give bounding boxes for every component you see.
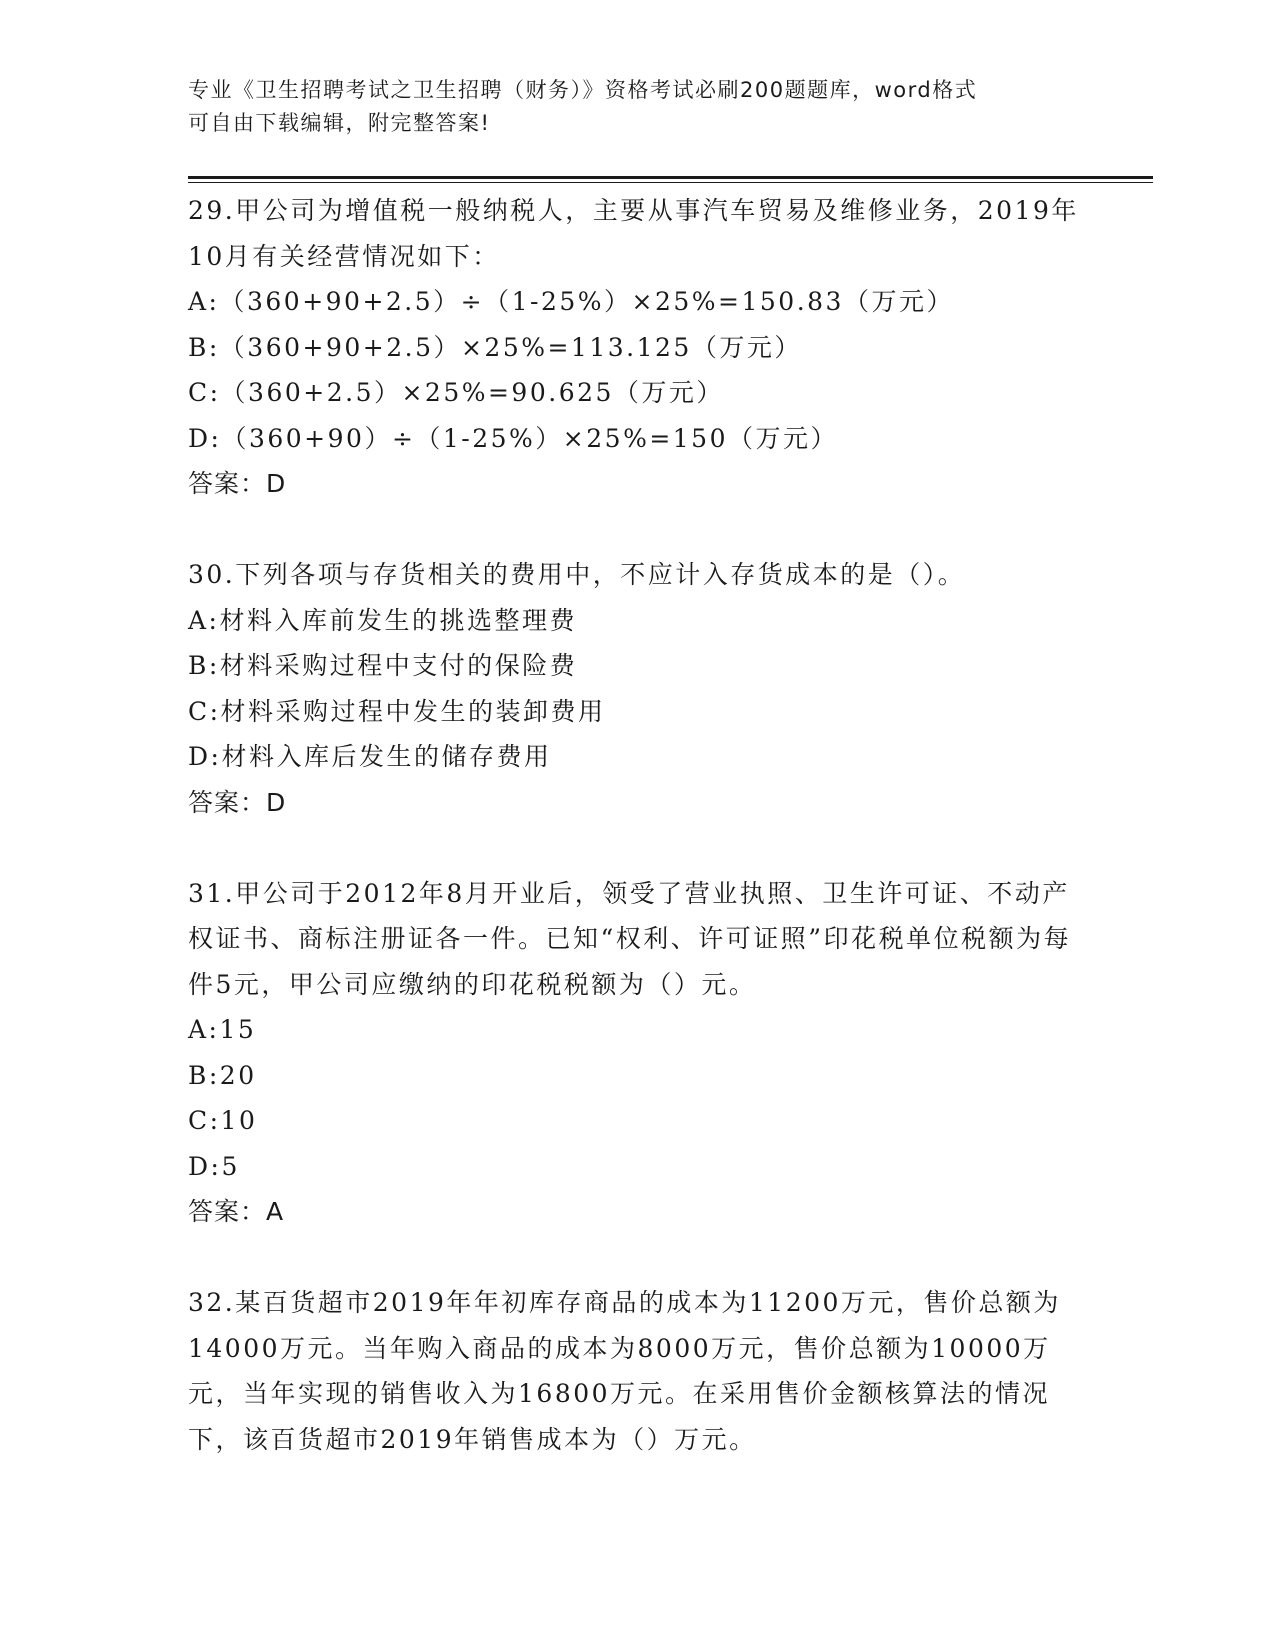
option-c: C:10 <box>188 1106 258 1135</box>
option-b: B:材料采购过程中支付的保险费 <box>188 651 578 680</box>
option-b: B:（360+90+2.5）×25%=113.125（万元） <box>188 332 802 362</box>
option-a: A:（360+90+2.5）÷（1-25%）×25%=150.83（万元） <box>188 287 954 316</box>
option-c: C:材料采购过程中发生的装卸费用 <box>188 696 606 726</box>
option-d: D:材料入库后发生的储存费用 <box>188 742 552 771</box>
question-stem: 31.甲公司于2012年8月开业后，领受了营业执照、卫生许可证、不动产权证书、商标注册证各一件。已知“权利、许可证照”印花税单位税额为每件5元，甲公司应缴纳的印花税税额为（）元。 <box>188 878 1072 999</box>
question-stem: 30.下列各项与存货相关的费用中，不应计入存货成本的是（）。 <box>188 560 966 589</box>
option-d: D:5 <box>188 1151 240 1181</box>
option-a: A:15 <box>188 1015 257 1044</box>
header-rule-thick <box>188 176 1153 179</box>
answer: 答案：D <box>188 469 287 498</box>
option-c: C:（360+2.5）×25%=90.625（万元） <box>188 378 724 407</box>
question-31 <box>188 871 1088 1235</box>
question-stem: 32.某百货超市2019年年初库存商品的成本为11200万元，售价总额为14000万元。当年购入商品的成本为8000万元，售价总额为10000万元，当年实现的销售收入为16800万元。在采用售价金额核算法的情况下，该百货超市2019年销售成本为（）万元。 <box>188 1288 1061 1454</box>
question-30 <box>188 552 1088 825</box>
question-29 <box>188 188 1088 507</box>
option-d: D:（360+90）÷（1-25%）×25%=150（万元） <box>188 423 838 453</box>
header-title-line2: 可自由下载编辑，附完整答案! <box>188 111 491 135</box>
option-b: B:20 <box>188 1060 257 1090</box>
option-a: A:材料入库前发生的挑选整理费 <box>188 605 577 635</box>
answer: 答案：A <box>188 1197 285 1226</box>
header-rule-thin <box>188 182 1153 183</box>
question-32 <box>188 1280 1088 1462</box>
document-header <box>188 74 1068 140</box>
questions-list <box>188 188 1088 1508</box>
answer: 答案：D <box>188 787 287 817</box>
header-title-line1: 专业《卫生招聘考试之卫生招聘（财务）》资格考试必刷200题题库，word格式 <box>188 78 978 102</box>
question-stem: 29.甲公司为增值税一般纳税人，主要从事汽车贸易及维修业务，2019年10月有关经营情况如下： <box>188 196 1079 271</box>
